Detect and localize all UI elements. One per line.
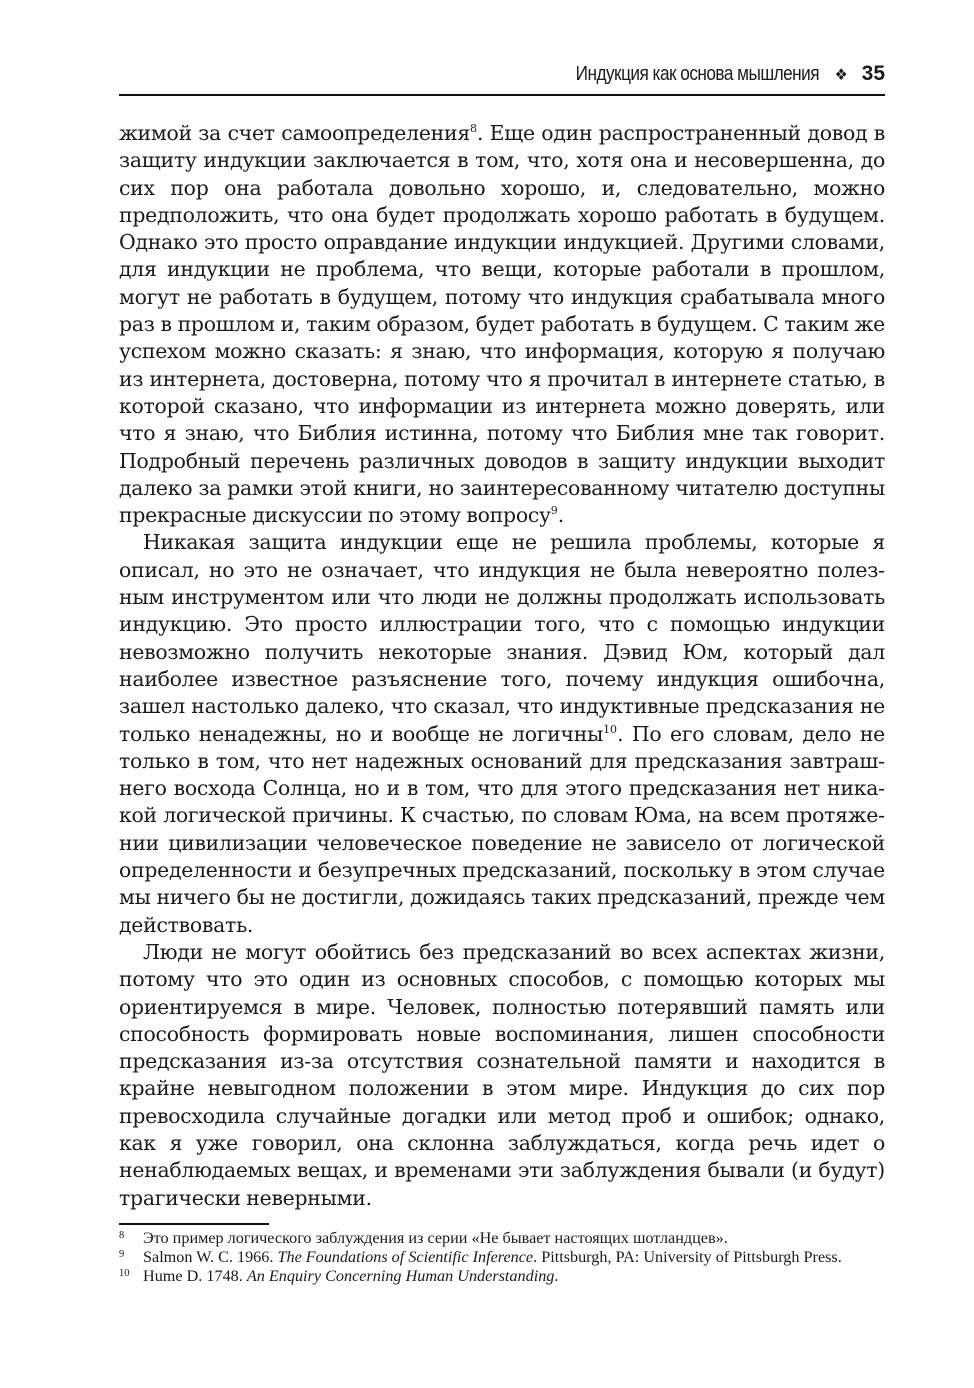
footnote-number: 9 <box>119 1248 125 1260</box>
footnote <box>119 1248 885 1267</box>
text-run: Люди не могут обойтись без предсказаний во всех аспектах жизни, потому что это один из основных способов, с помощью которых мы ориентируемся в мире. Человек, полностью потерявший память или способность формировать новые воспоминания, лишен способности предсказания из-за отсутствия сознательной памяти и находится в крайне невыгодном положении в этом мире. Индукция до сих пор превосходила случайные догадки или метод проб и ошибок; однако, как я уже говорил, она склонна заблуждаться, когда речь идет о ненаблюдаемых вещах, и временами эти заблуждения бывали (и будут) трагически неверными. <box>119 939 885 1210</box>
chapter-title: Индукция как основа мышления <box>575 63 819 85</box>
footnote-number: 8 <box>119 1229 125 1241</box>
book-title: The Foundations of Scientific Inference <box>277 1247 534 1266</box>
text-run: . Pittsburgh, PA: University of Pittsburgh Press. <box>533 1247 842 1266</box>
text-run: . <box>554 1266 559 1285</box>
book-page <box>119 60 885 1286</box>
footnote-text <box>143 1267 885 1286</box>
footnotes <box>119 1229 885 1286</box>
footnote-number: 10 <box>119 1267 130 1279</box>
body-text <box>119 120 885 1212</box>
footnote <box>119 1229 885 1248</box>
footnote-text <box>143 1248 885 1267</box>
text-run: Salmon W. C. 1966. <box>143 1247 278 1266</box>
running-head <box>119 60 885 96</box>
text-run: Никакая защита индукции еще не решила проблемы, которые я описал, но это не означает, что индукция не была невероятно полезным инструментом или что люди не должны продолжать использовать индукцию. Это просто иллюстрации того, что с помощью индукции невозможно получить некоторые знания. Дэвид Юм, который дал наиболее известное разъяснение того, почему индукция ошибочна, зашел настолько далеко, что сказал, что индуктивные предсказания не только ненадежны, но и вообще не логичны <box>119 530 885 746</box>
page-number: 35 <box>861 62 885 85</box>
footnote <box>119 1267 885 1286</box>
text-run: . <box>557 503 565 528</box>
footnote-reference: 9 <box>550 504 558 518</box>
paragraph <box>119 120 885 529</box>
footnote-separator <box>119 1223 269 1225</box>
paragraph <box>119 529 885 938</box>
paragraph <box>119 939 885 1212</box>
footnote-reference: 8 <box>469 122 477 136</box>
text-run: Hume D. 1748. <box>143 1266 247 1285</box>
text-run: . По его словам, дело не только в том, что нет надежных оснований для предсказания завтрашнего восхода Солнца, но и в том, что для этого предсказания нет никакой логической причины. К счастью, по словам Юма, на всем протяжении цивилизации человеческое поведение не зависело от логической определенности и безупречных предсказаний, поскольку в этом случае мы ничего бы не достигли, дожидаясь таких предсказаний, прежде чем действовать. <box>119 721 885 937</box>
fleuron-icon: ❖ <box>834 67 848 84</box>
text-run: Это пример логического заблуждения из серии «Не бывает настоящих шотландцев». <box>143 1228 728 1247</box>
footnote-text <box>143 1229 885 1248</box>
text-run: . Еще один распространенный довод в защиту индукции заключается в том, что, хотя она и несовершенна, до сих пор она работала довольно хорошо, и, следовательно, можно предположить, что она будет продолжать хорошо работать в будущем. Однако это просто оправдание индукции индукцией. Другими словами, для индукции не проблема, что вещи, которые работали в прошлом, могут не работать в будущем, потому что индукция срабатывала много раз в прошлом и, таким образом, будет работать в будущем. С таким же успехом можно сказать: я знаю, что информация, которую я получаю из интернета, достоверна, потому что я прочитал в интернете статью, в которой сказано, что информации из интернета можно доверять, или что я знаю, что Библия истинна, потому что Библия мне так говорит. Подробный перечень различных доводов в защиту индукции выходит далеко за рамки этой книги, но заинтересованному читателю доступны прекрасные дискуссии по этому вопросу <box>119 121 885 528</box>
footnote-reference: 10 <box>603 722 618 736</box>
text-run: жимой за счет самоопределения <box>119 121 470 145</box>
book-title: An Enquiry Concerning Human Understanding <box>246 1266 555 1285</box>
